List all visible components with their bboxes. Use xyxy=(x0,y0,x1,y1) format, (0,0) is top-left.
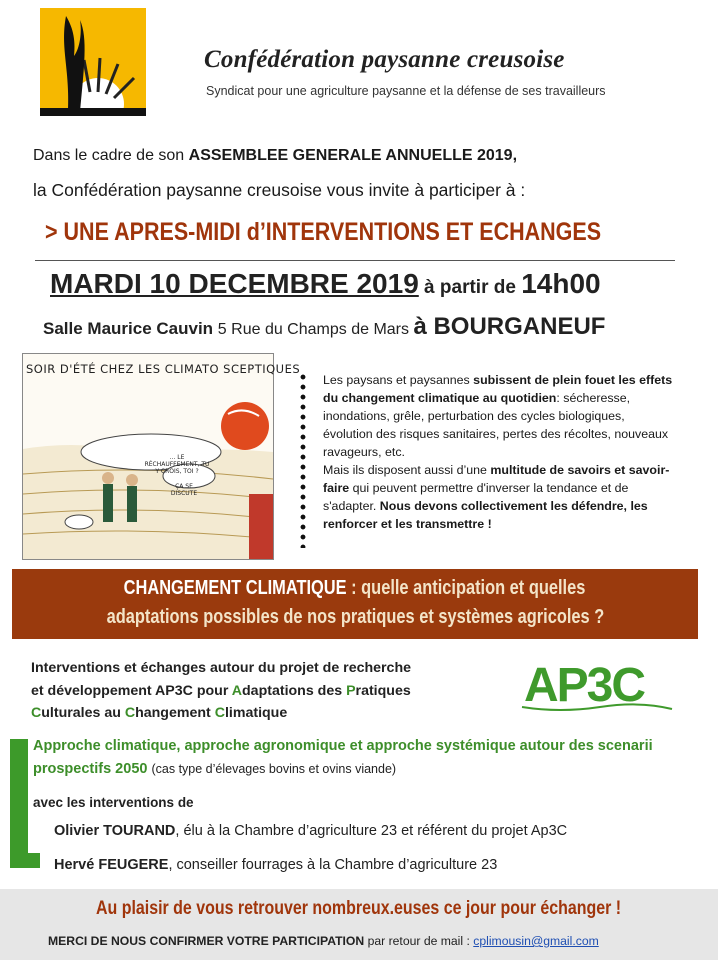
project-line-1: Interventions et échanges autour du projet de recherche xyxy=(31,660,412,676)
interventions-intro: avec les interventions de xyxy=(33,795,194,810)
speaker-name: Hervé FEUGERE xyxy=(54,857,169,873)
approach-main: Approche climatique, approche agronomique et approche systémique autour des scenarii prospectifs 2050 xyxy=(33,738,653,777)
intro-line-1 xyxy=(33,147,517,165)
body-p1-c: : sécheresse, inondations, grêle, perturbation des cycles biologiques, évolution des risques sanitaires, pertes des récoltes, nouveaux ravageurs, etc. xyxy=(323,391,669,459)
body-p2-c: qui peuvent permettre d'inverser la tendance et de s'adapter. xyxy=(323,481,629,513)
speaker-item xyxy=(54,823,567,839)
cartoon-caption: SOIR D'ÉTÉ CHEZ LES CLIMATO SCEPTIQUES xyxy=(26,362,301,376)
closing-message xyxy=(0,898,718,920)
event-from: à partir de xyxy=(418,277,522,298)
closing-text: Au plaisir de vous retrouver nombreux.euses ce jour pour échanger ! xyxy=(96,898,622,919)
dotted-separator xyxy=(300,372,306,548)
email-link[interactable]: cplimousin@gmail.com xyxy=(473,934,599,948)
acronym-letter-c3: C xyxy=(214,705,225,721)
confederation-logo xyxy=(40,8,146,116)
banner-line-2 xyxy=(12,606,698,629)
acronym-letter-p: P xyxy=(346,682,356,699)
banner-line-2-text: adaptations possibles de nos pratiques et systèmes agricoles ? xyxy=(106,606,604,628)
project-line-3a: ulturales au xyxy=(41,705,125,721)
banner-keyword: CHANGEMENT CLIMATIQUE xyxy=(124,577,348,599)
venue-address: 5 Rue du Champs de Mars xyxy=(217,321,414,338)
confirm-line xyxy=(48,934,599,948)
body-p2-d: Nous devons collectivement les défendre, les renforcer et les transmettre ! xyxy=(323,499,648,531)
event-headline: > UNE APRES-MIDI d’INTERVENTIONS ET ECHANGES xyxy=(45,218,602,246)
cartoon-bubble-1: ... LE RÉCHAUFFEMENT, TU Y CROIS, TOI ? xyxy=(144,454,210,475)
banner-question: : quelle anticipation et quelles xyxy=(347,577,586,599)
speaker-item xyxy=(54,857,497,873)
acronym-letter-c2: C xyxy=(124,705,136,721)
body-p2-b: multitude de savoirs et savoir-faire xyxy=(323,463,670,495)
org-name: Confédération paysanne creusoise xyxy=(204,46,565,73)
project-line-3c: limatique xyxy=(224,705,288,721)
body-paragraph xyxy=(323,371,673,533)
intro-prefix: Dans le cadre de son xyxy=(33,147,189,164)
acronym-letter-a: A xyxy=(231,682,243,699)
assembly-title: ASSEMBLEE GENERALE ANNUELLE 2019, xyxy=(188,147,518,164)
divider xyxy=(35,260,675,261)
green-bracket-foot xyxy=(10,853,40,868)
speaker-role: , élu à la Chambre d’agriculture 23 et référent du projet Ap3C xyxy=(175,823,568,839)
approach-text xyxy=(33,735,683,780)
body-p2-a: Mais ils disposent aussi d’une xyxy=(323,463,491,477)
org-tagline: Syndicat pour une agriculture paysanne et la défense de ses travailleurs xyxy=(206,84,606,98)
event-date: MARDI 10 DECEMBRE 2019 xyxy=(50,268,419,299)
project-line-2b: daptations des xyxy=(242,682,347,699)
body-p1-a: Les paysans et paysannes xyxy=(323,373,474,387)
confirm-request: MERCI DE NOUS CONFIRMER VOTRE PARTICIPATION xyxy=(48,934,365,948)
project-line-3b: hangement xyxy=(135,705,215,721)
banner-line-1 xyxy=(12,577,698,600)
green-bracket xyxy=(10,739,28,868)
project-description xyxy=(31,657,511,725)
project-line-2c: ratiques xyxy=(355,682,411,699)
venue-town: à BOURGANEUF xyxy=(413,313,606,340)
venue-hall: Salle Maurice Cauvin xyxy=(43,319,218,338)
confirm-method: par retour de mail : xyxy=(364,934,474,948)
ap3c-logo xyxy=(520,655,675,713)
event-time: 14h00 xyxy=(521,268,601,299)
acronym-letter-c1: C xyxy=(31,705,42,721)
cartoon-bubble-2: ÇA SE DISCUTE xyxy=(170,483,198,497)
project-line-2a: et développement AP3C pour xyxy=(31,682,232,699)
event-date-line xyxy=(50,268,601,300)
intro-line-2: la Confédération paysanne creusoise vous invite à participer à : xyxy=(33,180,526,200)
approach-note: (cas type d’élevages bovins et ovins viande) xyxy=(151,761,397,776)
ap3c-logo-text: AP3C xyxy=(524,659,645,712)
speaker-role: , conseiller fourrages à la Chambre d’agriculture 23 xyxy=(168,857,498,873)
venue-line xyxy=(43,313,605,341)
speaker-name: Olivier TOURAND xyxy=(54,823,176,839)
body-p1-b: subissent de plein fouet les effets du changement climatique au quotidien xyxy=(323,373,673,405)
